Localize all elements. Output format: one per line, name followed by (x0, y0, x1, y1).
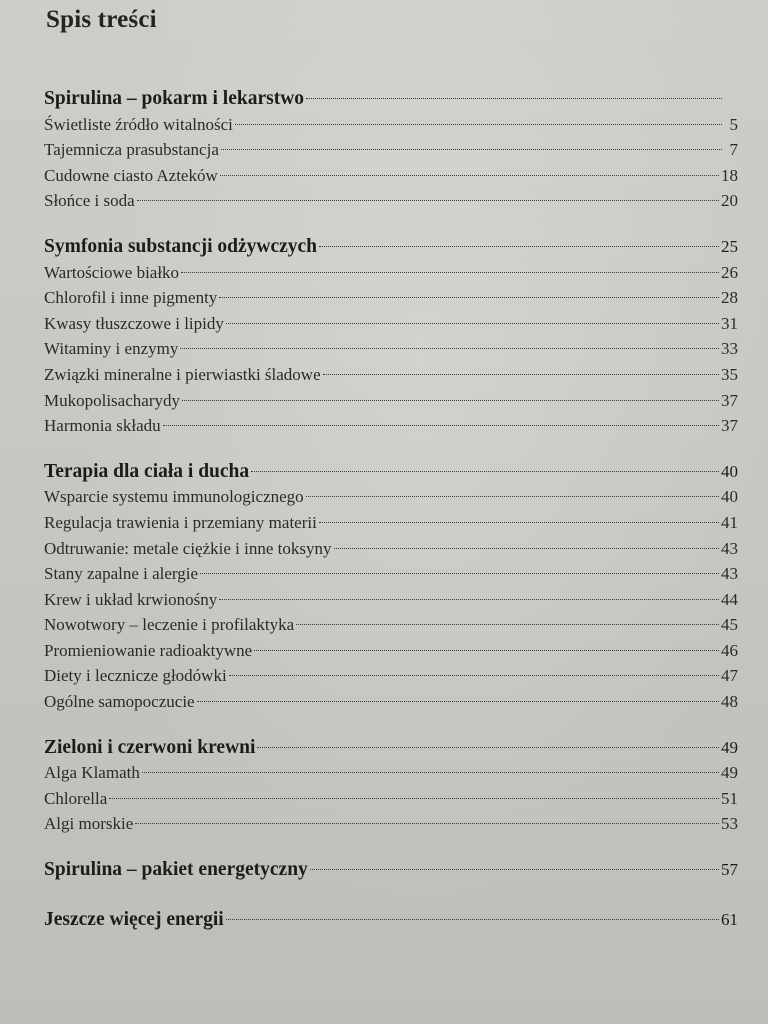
toc-page-number: 53 (721, 814, 738, 834)
toc-entry-label: Krew i układ krwionośny (44, 589, 218, 609)
toc-page-number: 46 (721, 640, 738, 660)
toc-heading (44, 234, 738, 260)
dot-leader (257, 747, 719, 748)
toc-page-number: 18 (721, 165, 738, 185)
toc-entry-label: Stany zapalne i alergie (44, 564, 199, 584)
toc-page-number: 20 (721, 191, 738, 211)
toc-heading (44, 459, 738, 485)
dot-leader (135, 823, 719, 824)
dot-leader (182, 400, 719, 401)
toc-entry (44, 137, 738, 163)
toc-heading-label: Spirulina – pakiet energetyczny (44, 859, 308, 881)
toc-heading (44, 735, 738, 761)
toc-page-number: 26 (721, 262, 738, 282)
dot-leader (251, 471, 719, 472)
toc-page-number: 43 (721, 538, 738, 558)
toc-entry-label: Świetliste źródło witalności (44, 114, 233, 134)
toc-page-number: 49 (721, 737, 738, 757)
toc-entry (44, 413, 738, 439)
dot-leader (137, 200, 719, 201)
dot-leader (163, 425, 719, 426)
toc-entry-label: Chlorofil i inne pigmenty (44, 288, 218, 308)
toc-entry (44, 663, 738, 689)
dot-leader (226, 323, 719, 324)
toc-entry-label: Odtruwanie: metale ciężkie i inne toksyny (44, 538, 332, 558)
toc-entry (44, 188, 738, 214)
toc-entry-label: Algi morskie (44, 814, 134, 834)
page-title: Spis treści (46, 6, 157, 33)
toc-entry-label: Harmonia składu (44, 416, 161, 436)
toc-page-number: 61 (721, 909, 738, 929)
toc-entry (44, 388, 738, 414)
toc-entry-label: Chlorella (44, 788, 108, 808)
toc-section-6 (44, 907, 738, 933)
toc-page-number: 28 (721, 288, 738, 308)
toc-heading (44, 857, 738, 883)
toc-entry-label: Związki mineralne i pierwiastki śladowe (44, 364, 321, 384)
dot-leader (323, 374, 719, 375)
dot-leader (306, 98, 722, 99)
toc-section-5 (44, 857, 738, 883)
dot-leader (306, 496, 719, 497)
toc-entry (44, 484, 738, 510)
toc-entry-label: Kwasy tłuszczowe i lipidy (44, 313, 224, 333)
toc-entry-label: Wartościowe białko (44, 262, 180, 282)
toc-entry (44, 112, 738, 138)
toc-section-3 (44, 459, 738, 715)
toc-page-number: 44 (721, 589, 738, 609)
toc-page-number: 37 (721, 416, 738, 436)
dot-leader (310, 869, 719, 870)
toc-section-2 (44, 234, 738, 439)
dot-leader (226, 919, 719, 920)
dot-leader (319, 522, 719, 523)
dot-leader (221, 149, 722, 150)
dot-leader (197, 701, 719, 702)
toc-entry (44, 536, 738, 562)
toc-page-number: 47 (721, 666, 738, 686)
dot-leader (109, 798, 719, 799)
toc-entry (44, 260, 738, 286)
toc-entry-label: Mukopolisacharydy (44, 390, 180, 410)
toc-heading-label: Spirulina – pokarm i lekarstwo (44, 88, 305, 109)
dot-leader (334, 548, 720, 549)
toc-entry (44, 285, 738, 311)
toc-entry-label: Tajemnicza prasubstancja (44, 140, 219, 160)
toc-entry (44, 638, 738, 664)
toc-entry (44, 163, 738, 189)
toc-entry (44, 561, 738, 587)
toc-entry (44, 362, 738, 388)
dot-leader (200, 573, 719, 574)
toc-entry (44, 311, 738, 337)
toc-page-number: 7 (729, 140, 738, 160)
toc-entry (44, 336, 738, 362)
toc-page-number: 41 (721, 512, 738, 532)
toc-page-number: 5 (729, 114, 738, 134)
toc-page-number: 57 (721, 860, 738, 880)
toc-page-number: 33 (721, 339, 738, 359)
toc-entry-label: Regulacja trawienia i przemiany materii (44, 512, 317, 532)
toc-page-number: 40 (721, 487, 738, 507)
toc-entry (44, 587, 738, 613)
toc-heading-label: Zieloni i czerwoni krewni (44, 736, 256, 758)
toc-entry (44, 811, 738, 837)
toc-entry-label: Witaminy i enzymy (44, 339, 179, 359)
dot-leader (229, 675, 719, 676)
dot-leader (180, 348, 719, 349)
toc-entry (44, 689, 738, 715)
toc-entry (44, 612, 738, 638)
toc-page-number: 35 (721, 364, 738, 384)
toc-heading (44, 907, 738, 933)
toc-entry-label: Nowotwory – leczenie i profilaktyka (44, 615, 295, 635)
dot-leader (219, 599, 719, 600)
toc-page-number: 49 (721, 763, 738, 783)
toc-entry-label: Cudowne ciasto Azteków (44, 165, 218, 185)
toc-page-number: 51 (721, 788, 738, 808)
dot-leader (254, 650, 719, 651)
dot-leader (296, 624, 719, 625)
toc-section-4 (44, 735, 738, 837)
toc-entry-label: Słońce i soda (44, 191, 135, 211)
toc-entry-label: Alga Klamath (44, 763, 140, 783)
toc-heading (44, 86, 738, 112)
toc-entry (44, 786, 738, 812)
toc-section-1 (44, 86, 738, 214)
toc-page-number: 45 (721, 615, 738, 635)
toc-page-number: 37 (721, 390, 738, 410)
dot-leader (219, 297, 719, 298)
toc-entry-label: Diety i lecznicze głodówki (44, 666, 227, 686)
table-of-contents (44, 86, 738, 956)
toc-page-number: 31 (721, 313, 738, 333)
toc-page-number: 40 (721, 461, 738, 481)
toc-heading-label: Symfonia substancji odżywczych (44, 235, 318, 257)
toc-page-number: 25 (721, 236, 738, 256)
dot-leader (235, 124, 722, 125)
toc-entry-label: Wsparcie systemu immunologicznego (44, 487, 304, 507)
toc-heading-label: Jeszcze więcej energii (44, 908, 224, 930)
toc-page-number: 43 (721, 564, 738, 584)
toc-page-number: 48 (721, 692, 738, 712)
dot-leader (181, 272, 719, 273)
toc-entry (44, 760, 738, 786)
dot-leader (319, 246, 719, 247)
toc-entry-label: Promieniowanie radioaktywne (44, 640, 253, 660)
dot-leader (220, 175, 719, 176)
dot-leader (142, 772, 719, 773)
toc-entry (44, 510, 738, 536)
toc-heading-label: Terapia dla ciała i ducha (44, 460, 250, 482)
toc-entry-label: Ogólne samopoczucie (44, 692, 195, 712)
